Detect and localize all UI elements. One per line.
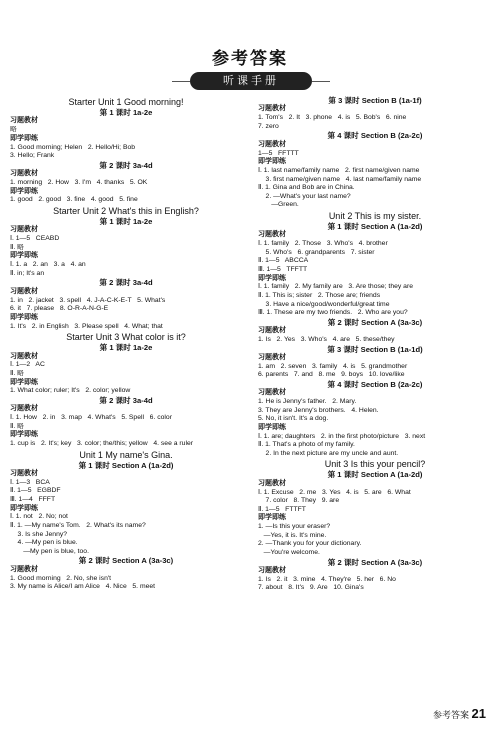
answer-line: Ⅰ. 1. How 2. in 3. map 4. What's 5. Spell 6. color: [10, 414, 172, 422]
answer-line: Ⅰ. 1—5 CEABD: [10, 235, 60, 243]
answer-line: 6. it 7. please 8. O-R-A-N-G-E: [10, 305, 109, 313]
section-label: 习题教材: [10, 352, 38, 360]
answer-line: 2. —Thank you for your dictionary.: [258, 540, 362, 548]
lesson-heading: 第 1 课时 1a-2e: [99, 108, 153, 117]
section-label: 习题教材: [10, 287, 38, 295]
answer-line: 1. morning 2. How 3. I'm 4. thanks 5. OK: [10, 178, 148, 186]
answer-line: Ⅱ. 略: [10, 422, 24, 430]
lesson-heading: 第 2 课时 3a-4d: [99, 395, 153, 405]
answer-line: 略: [10, 126, 17, 134]
lesson-heading: 第 3 课时 Section B (1a-1d): [327, 344, 423, 354]
answer-line: Ⅰ. 1. Excuse 2. me 3. Yes 4. is 5. are 6. What: [258, 488, 411, 496]
answer-line: Ⅱ. 1. This is; sister 2. Those are; friends: [258, 291, 381, 299]
page-title: 参考答案: [212, 49, 288, 69]
unit-heading: Unit 3 Is this your pencil?: [324, 459, 426, 470]
answer-line: Ⅰ. 1—3 BCA: [10, 478, 50, 486]
section-label: 即学即练: [10, 431, 38, 439]
lesson-heading: 第 2 课时 Section A (3a-3c): [78, 556, 174, 566]
answer-line: 3. My name is Alice/I am Alice 4. Nice 5. meet: [10, 583, 156, 591]
answer-line: Ⅱ. 略: [10, 369, 24, 377]
unit-heading: Starter Unit 1 Good morning!: [68, 97, 184, 107]
section-label: 习题教材: [258, 479, 286, 487]
section-label: 即学即练: [10, 313, 38, 321]
lesson-heading: 第 1 课时 1a-2e: [99, 343, 153, 353]
answer-line: Ⅰ. 1. a 2. an 3. a 4. an: [10, 261, 86, 269]
left-column: [10, 96, 242, 592]
answer-line: Ⅰ. 1. are; daughters 2. in the first photo/picture 3. next: [258, 432, 426, 440]
section-label: 习题教材: [10, 470, 38, 478]
answer-line: 3. first name/given name 4. last name/family name: [258, 175, 422, 183]
section-label: 习题教材: [258, 567, 286, 575]
answer-line: 1. Tom's 2. It 3. phone 4. is 5. Bob's 6. nine: [258, 114, 407, 122]
answer-line: 1. in 2. jacket 3. spell 4. J-A-C-K-E-T 5. What's: [10, 296, 166, 304]
lesson-heading: 第 2 课时 3a-4d: [99, 278, 153, 288]
answer-line: —You're welcome.: [258, 549, 320, 557]
section-label: 即学即练: [10, 504, 38, 512]
answer-line: Ⅰ. 1. not 2. No; not: [10, 513, 68, 521]
answer-line: Ⅱ. 略: [10, 243, 24, 251]
lesson-heading: 第 2 课时 Section A (3a-3c): [327, 317, 423, 327]
banner-rule-left: [172, 81, 190, 82]
answer-line: 7. color 8. They 9. are: [258, 497, 340, 505]
answer-line: 1—5 FFTTT: [258, 149, 299, 157]
answer-line: 6. parents 7. and 8. me 9. boys 10. love/like: [258, 371, 405, 379]
lesson-heading: 第 2 课时 3a-4d: [99, 160, 153, 170]
section-label: 习题教材: [258, 105, 286, 113]
banner-rule-right: [312, 81, 330, 82]
section-label: 习题教材: [10, 117, 38, 125]
lesson-heading: 第 4 课时 Section B (2a-2c): [327, 379, 423, 389]
section-label: 习题教材: [258, 353, 286, 361]
answer-line: Ⅲ. 1—5 TFFTT: [258, 265, 308, 273]
footer-label: 参考答案: [433, 710, 470, 720]
answer-line: Ⅱ. 1. —My name's Tom. 2. What's its name?: [10, 522, 146, 530]
answer-line: —Green.: [258, 201, 299, 209]
section-label: 习题教材: [258, 231, 286, 239]
lesson-heading: 第 4 课时 Section B (2a-2c): [327, 131, 423, 141]
section-label: 即学即练: [10, 187, 38, 195]
answer-line: Ⅰ. 1. family 2. My family are 3. Are those; they are: [258, 283, 413, 291]
answer-line: Ⅲ. 1—4 FFFT: [10, 496, 56, 504]
section-label: 即学即练: [258, 158, 286, 166]
answer-line: 3. Have a nice/good/wonderful/great time: [258, 300, 390, 308]
answer-line: 5. Who's 6. grandparents 7. sister: [258, 248, 375, 256]
answer-line: Ⅰ. 1. last name/family name 2. first name/given name: [258, 166, 420, 174]
section-label: 即学即练: [10, 378, 38, 386]
answer-line: —My pen is blue, too.: [10, 547, 89, 555]
answer-line: 1. Is 2. it 3. mine 4. They're 5. her 6. No: [258, 575, 396, 583]
lesson-heading: 第 1 课时 1a-2e: [99, 216, 153, 226]
answer-line: 1. Is 2. Yes 3. Who's 4. are 5. these/they: [258, 335, 395, 343]
lesson-heading: 第 3 课时 Section B (1a-1f): [328, 96, 422, 105]
answer-line: Ⅰ. 1—2 AC: [10, 361, 45, 369]
unit-heading: Starter Unit 3 What color is it?: [66, 332, 186, 343]
answer-line: 7. zero: [258, 122, 279, 130]
page-number: 21: [471, 706, 486, 721]
answer-line: 2. —What's your last name?: [258, 192, 351, 200]
section-label: 习题教材: [10, 170, 38, 178]
section-label: 习题教材: [10, 565, 38, 573]
section-label: 即学即练: [10, 252, 38, 260]
answer-line: Ⅲ. 1. These are my two friends. 2. Who are you?: [258, 309, 408, 317]
right-column: [258, 96, 492, 593]
unit-heading: Starter Unit 2 What's this in English?: [53, 205, 199, 216]
answer-line: 1. Good morning; Helen 2. Hello/Hi; Bob: [10, 143, 136, 151]
answer-line: Ⅱ. 1. Gina and Bob are in China.: [258, 184, 355, 192]
answer-line: Ⅱ. 1—5 FTTFT: [258, 505, 306, 513]
answer-line: 1. Good morning 2. No, she isn't: [10, 574, 112, 582]
section-label: 即学即练: [258, 423, 286, 431]
answer-line: 1. What color; ruler; It's 2. color; yellow: [10, 387, 131, 395]
section-label: 习题教材: [258, 389, 286, 397]
section-label: 习题教材: [258, 327, 286, 335]
answer-line: 7. about 8. It's 9. Are 10. Gina's: [258, 584, 364, 592]
answer-line: Ⅱ. 1—5 EGBDF: [10, 487, 61, 495]
section-label: 习题教材: [10, 226, 38, 234]
lesson-heading: 第 2 课时 Section A (3a-3c): [327, 557, 423, 567]
answer-line: 1. It's 2. in English 3. Please spell 4. What; that: [10, 322, 163, 330]
answer-line: 3. Is she Jenny?: [10, 530, 68, 538]
answer-line: 4. —My pen is blue.: [10, 539, 78, 547]
answer-line: 5. No, it isn't. It's a dog.: [258, 415, 329, 423]
unit-heading: Unit 1 My name's Gina.: [79, 449, 173, 460]
lesson-heading: 第 1 课时 Section A (1a-2d): [327, 221, 423, 231]
answer-line: Ⅱ. 1—5 ABCCA: [258, 257, 309, 265]
unit-heading: Unit 2 This is my sister.: [328, 210, 422, 221]
lesson-heading: 第 1 课时 Section A (1a-2d): [78, 460, 174, 470]
section-label: 即学即练: [258, 514, 286, 522]
section-banner: 听课手册: [190, 72, 312, 90]
answer-line: 1. am 2. seven 3. family 4. is 5. grandmother: [258, 362, 408, 370]
answer-line: Ⅰ. 1. family 2. Those 3. Who's 4. brother: [258, 240, 388, 248]
answer-line: 1. —Is this your eraser?: [258, 523, 331, 531]
lesson-heading: 第 1 课时 Section A (1a-2d): [327, 470, 423, 480]
answer-line: —Yes, it is. It's mine.: [258, 531, 327, 539]
answer-line: 3. Hello; Frank: [10, 152, 55, 160]
answer-line: 3. They are Jenny's brothers. 4. Helen.: [258, 406, 379, 414]
answer-line: Ⅱ. 1. That's a photo of my family.: [258, 441, 355, 449]
section-label: 习题教材: [10, 405, 38, 413]
answer-line: 1. He is Jenny's father. 2. Mary.: [258, 398, 357, 406]
answer-line: 1. good 2. good 3. fine 4. good 5. fine: [10, 196, 138, 204]
section-label: 即学即练: [10, 134, 38, 142]
answer-line: 2. In the next picture are my uncle and aunt.: [258, 449, 399, 457]
page-footer: [433, 706, 486, 721]
section-label: 习题教材: [258, 140, 286, 148]
answer-line: Ⅱ. in; It's an: [10, 269, 45, 277]
section-label: 即学即练: [258, 274, 286, 282]
answer-line: 1. cup is 2. It's; key 3. color; the/this; yellow 4. see a ruler: [10, 440, 194, 448]
